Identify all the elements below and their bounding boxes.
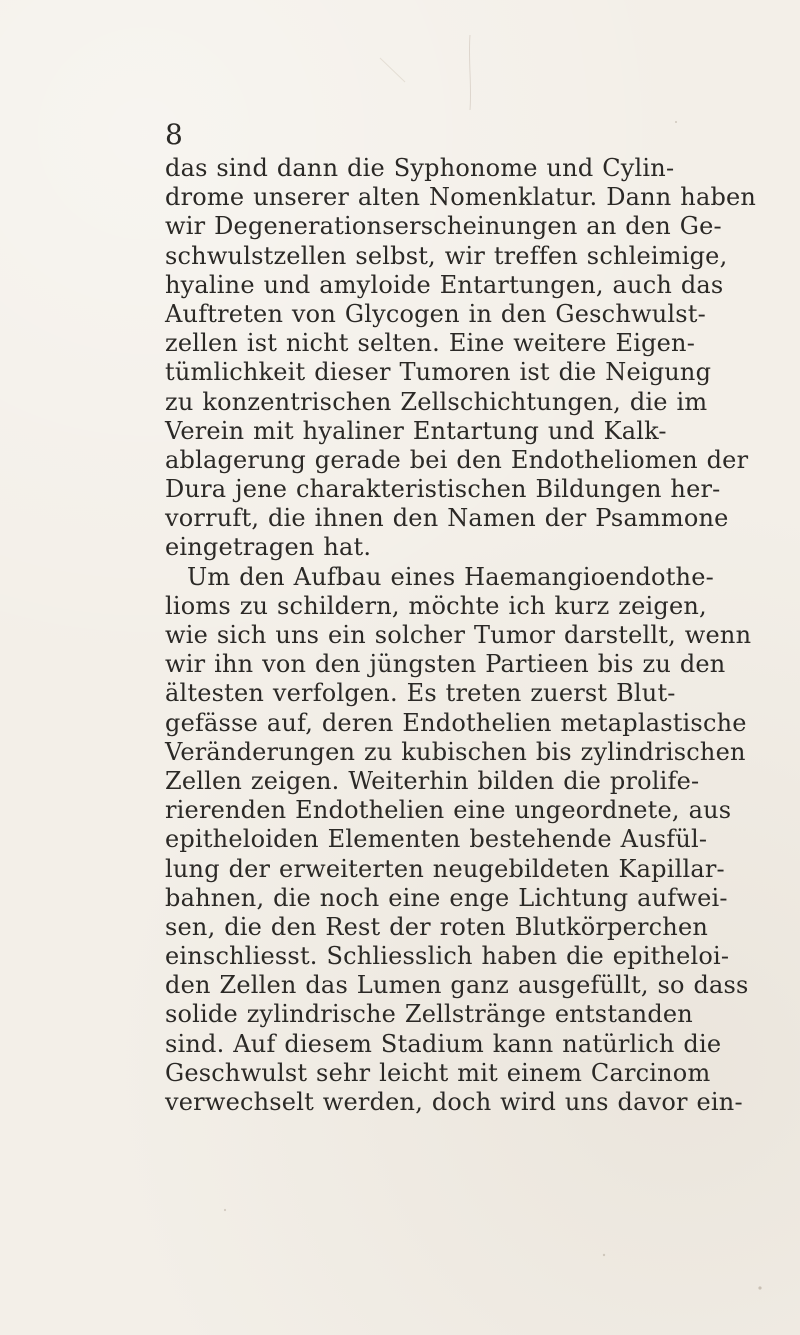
- text-line: zu konzentrischen Zellschichtungen, die im: [165, 387, 708, 416]
- text-line: Zellen zeigen. Weiterhin bilden die prolife-: [165, 766, 700, 795]
- text-line: Geschwulst sehr leicht mit einem Carcinom: [165, 1058, 711, 1087]
- text-line: den Zellen das Lumen ganz ausgefüllt, so dass: [165, 971, 749, 1000]
- paragraph-end-line: eingetragen hat.: [165, 533, 372, 562]
- text-line: sen, die den Rest der roten Blutkörperchen: [165, 912, 709, 941]
- page-number: 8: [165, 118, 183, 151]
- text-line: wir Degenerationserscheinungen an den Ge-: [165, 212, 722, 241]
- text-line: bahnen, die noch eine enge Lichtung aufwei-: [165, 883, 728, 912]
- text-line: einschliesst. Schliesslich haben die epitheloi-: [165, 942, 730, 971]
- text-line: schwulstzellen selbst, wir treffen schleimige,: [165, 241, 728, 270]
- text-line: solide zylindrische Zellstränge entstanden: [165, 1000, 693, 1029]
- text-line: gefässe auf, deren Endothelien metaplastische: [165, 708, 747, 737]
- text-line: sind. Auf diesem Stadium kann natürlich die: [165, 1029, 722, 1058]
- body-text: [165, 154, 757, 1117]
- text-line: Dura jene charakteristischen Bildungen her-: [165, 475, 721, 504]
- text-line: ältesten verfolgen. Es treten zuerst Blut-: [165, 679, 676, 708]
- text-line: zellen ist nicht selten. Eine weitere Eigen-: [165, 329, 696, 358]
- text-line: vorruft, die ihnen den Namen der Psammone: [165, 504, 729, 533]
- text-line: rierenden Endothelien eine ungeordnete, aus: [165, 796, 732, 825]
- text-line: wie sich uns ein solcher Tumor darstellt, wenn: [165, 621, 752, 649]
- text-line: verwechselt werden, doch wird uns davor ein-: [165, 1088, 743, 1116]
- text-line: Verein mit hyaliner Entartung und Kalk-: [165, 416, 667, 445]
- text-line: tümlichkeit dieser Tumoren ist die Neigung: [165, 358, 712, 387]
- text-line: Auftreten von Glycogen in den Geschwulst-: [165, 299, 706, 328]
- text-line: epitheloiden Elementen bestehende Ausfül-: [165, 825, 708, 854]
- text-line: lung der erweiterten neugebildeten Kapillar-: [165, 854, 725, 883]
- text-line: drome unserer alten Nomenklatur. Dann haben: [165, 183, 757, 212]
- text-line: ablagerung gerade bei den Endotheliomen der: [165, 445, 749, 474]
- paragraph-start-line: Um den Aufbau eines Haemangioendothe-: [187, 562, 714, 591]
- text-line: lioms zu schildern, möchte ich kurz zeigen,: [165, 591, 707, 620]
- text-line: wir ihn von den jüngsten Partieen bis zu den: [165, 650, 726, 679]
- text-line: das sind dann die Syphonome und Cylin-: [165, 154, 675, 182]
- text-line: hyaline und amyloide Entartungen, auch das: [165, 270, 724, 299]
- text-line: Veränderungen zu kubischen bis zylindrischen: [165, 737, 746, 766]
